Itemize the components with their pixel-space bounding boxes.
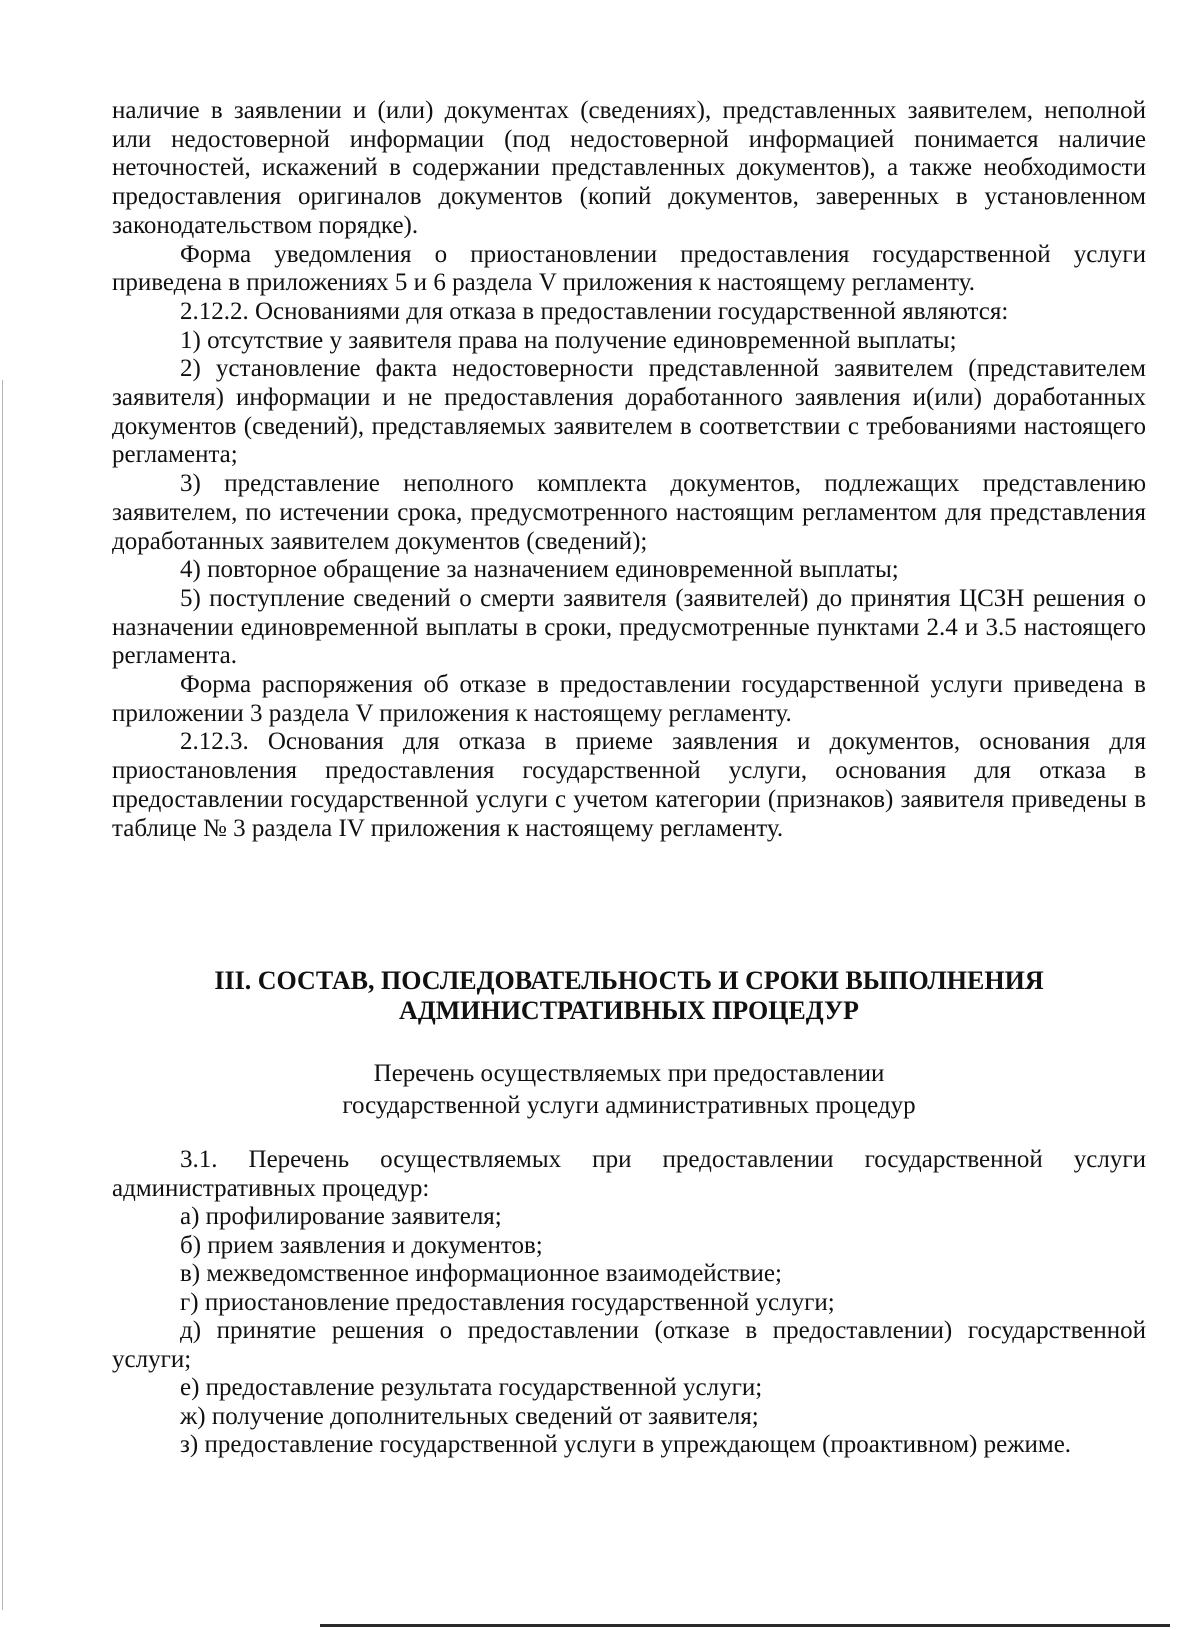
subsection-subtitle bbox=[112, 1058, 1146, 1122]
refusal-ground-4: 4) повторное обращение за назначением единовременной выплаты; bbox=[180, 556, 899, 584]
list-item: з) предоставление государственной услуги в упреждающем (проактивном) режиме. bbox=[180, 1431, 1072, 1458]
procedures-list bbox=[112, 1146, 1146, 1460]
body-text bbox=[112, 97, 1146, 843]
list-item: в) межведомственное информационное взаимодействие; bbox=[180, 1260, 782, 1287]
paragraph-continuation: наличие в заявлении и (или) документах (сведениях), представленных заявителем, неполной или недостоверной информации (под недостоверной информацией понимается наличие неточностей, искажений в содержании представленных документов), а также необходимости предоставления оригиналов документов (копий документов, заверенных в установленном законодательством порядке). bbox=[112, 97, 1146, 239]
list-item: ж) получение дополнительных сведений от заявителя; bbox=[180, 1402, 759, 1430]
subtitle-line-2: государственной услуги административных процедур bbox=[342, 1092, 916, 1119]
list-item: е) предоставление результата государственной услуги; bbox=[180, 1374, 763, 1401]
refusal-ground-3: 3) представление неполного комплекта документов, подлежащих представлению заявителем, по истечении срока, предусмотренного настоящим регламентом для представления доработанных заявителем документов (сведений); bbox=[112, 470, 1146, 555]
subtitle-line-1: Перечень осуществляемых при предоставлении bbox=[373, 1060, 885, 1087]
scan-edge-line bbox=[2, 380, 3, 1610]
paragraph-2-12-3: 2.12.3. Основания для отказа в приеме заявления и документов, основания для приостановления предоставления государственной услуги, основания для отказа в предоставлении государственной услуги с учетом категории (признаков) заявителя приведены в таблице № 3 раздела IV приложения к настоящему регламенту. bbox=[112, 728, 1146, 842]
list-item: д) принятие решения о предоставлении (отказе в предоставлении) государственной услуги; bbox=[112, 1317, 1146, 1373]
section-title-line-2: АДМИНИСТРАТИВНЫХ ПРОЦЕДУР bbox=[399, 996, 859, 1025]
paragraph-suspension-notice-form: Форма уведомления о приостановлении предоставления государственной услуги приведена в приложениях 5 и 6 раздела V приложения к настоящему регламенту. bbox=[112, 240, 1146, 297]
paragraph-2-12-2: 2.12.2. Основаниями для отказа в предоставлении государственной являются: bbox=[180, 297, 1009, 325]
refusal-ground-2: 2) установление факта недостоверности представленной заявителем (представителем заявителя) информации и не предоставления доработанного заявления и(или) доработанных документов (сведений), представляемых заявителем в соответствии с требованиями настоящего регламента; bbox=[112, 355, 1146, 469]
list-intro: 3.1. Перечень осуществляемых при предоставлении государственной услуги административных процедур: bbox=[112, 1146, 1146, 1202]
refusal-ground-5: 5) поступление сведений о смерти заявителя (заявителей) до принятия ЦСЗН решения о назначении единовременной выплаты в сроки, предусмотренные пунктами 2.4 и 3.5 настоящего регламента. bbox=[112, 584, 1146, 670]
section-title bbox=[112, 966, 1146, 1026]
paragraph-refusal-order-form: Форма распоряжения об отказе в предоставлении государственной услуги приведена в приложении 3 раздела V приложения к настоящему регламенту. bbox=[112, 671, 1146, 727]
scan-bottom-line bbox=[320, 1624, 1170, 1627]
list-item: а) профилирование заявителя; bbox=[180, 1203, 502, 1230]
section-title-line-1: III. СОСТАВ, ПОСЛЕДОВАТЕЛЬНОСТЬ И СРОКИ ВЫПОЛНЕНИЯ bbox=[214, 966, 1044, 995]
refusal-ground-1: 1) отсутствие у заявителя права на получение единовременной выплаты; bbox=[180, 326, 957, 354]
list-item: г) приостановление предоставления государственной услуги; bbox=[180, 1288, 835, 1316]
list-item: б) прием заявления и документов; bbox=[180, 1231, 543, 1259]
